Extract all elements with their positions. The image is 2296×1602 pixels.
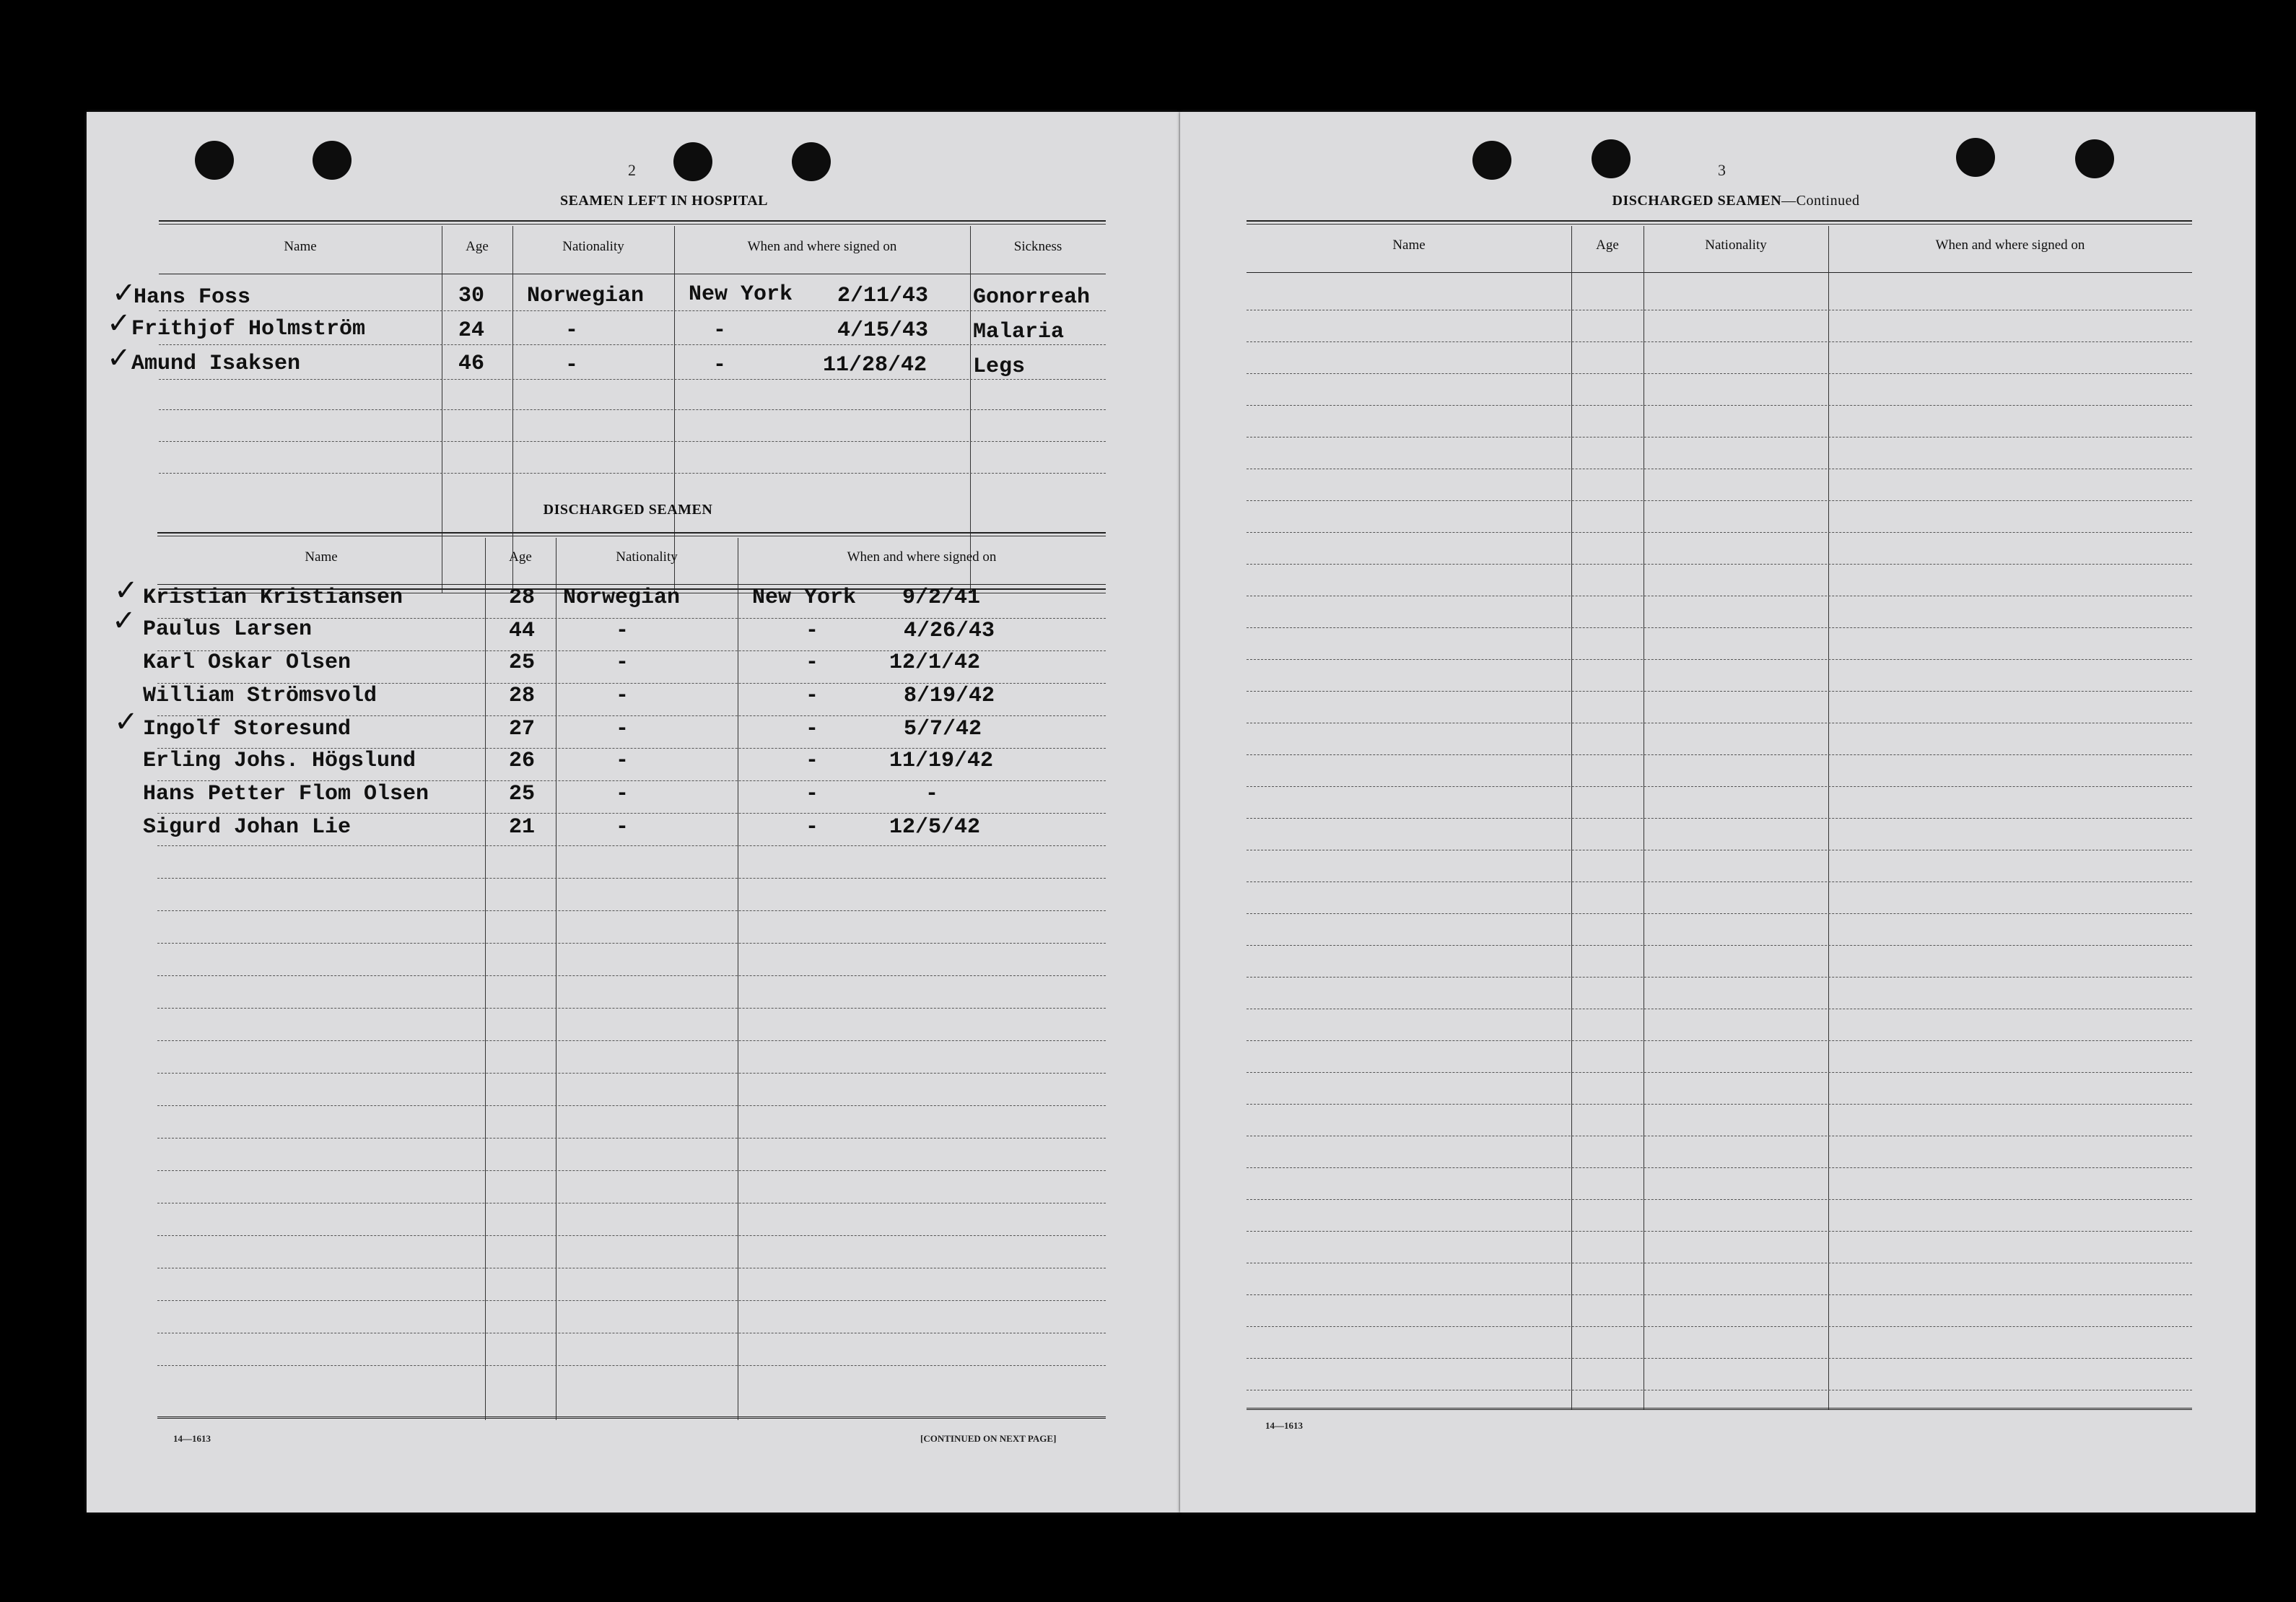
hospital-section-title: SEAMEN LEFT IN HOSPITAL [559,193,769,209]
punch-hole [1472,141,1511,180]
seaman-age: 26 [509,749,536,773]
seaman-nationality: - [565,318,579,343]
signed-on-date: 12/5/42 [889,815,981,840]
signed-on-date: 4/26/43 [904,619,995,643]
punch-hole [2075,139,2114,178]
col-head-name: Name [1392,238,1426,253]
seaman-age: 30 [458,284,485,308]
signed-on-place: New York [752,585,857,610]
check-mark-icon: ✓ [107,307,131,340]
signed-on-place: - [806,749,819,773]
col-head-signed-on: When and where signed on [747,239,897,254]
sickness: Legs [973,354,1026,379]
signed-on-date: 5/7/42 [904,717,982,741]
continued-note: [CONTINUED ON NEXT PAGE] [920,1433,1057,1444]
seaman-name: Kristian Kristiansen [143,585,403,610]
title-continued: —Continued [1781,193,1860,209]
signed-on-place: New York [689,282,793,307]
col-head-signed-on: When and where signed on [847,549,997,565]
signed-on-date: - [925,782,939,806]
col-head-nationality: Nationality [616,549,678,565]
title-main: DISCHARGED SEAMEN [1612,193,1782,209]
signed-on-place: - [806,815,819,840]
seaman-age: 25 [509,650,536,675]
discharged-continued-table [1247,220,2192,1521]
check-mark-icon: ✓ [114,574,139,607]
col-head-age: Age [1596,238,1619,253]
signed-on-place: - [713,353,727,378]
punch-hole [1956,138,1995,177]
seaman-nationality: - [616,717,629,741]
punch-hole [313,141,352,180]
col-head-sickness: Sickness [1013,239,1062,254]
signed-on-date: 4/15/43 [837,318,929,343]
signed-on-date: 11/28/42 [823,353,927,378]
col-head-name: Name [284,239,317,254]
seaman-age: 28 [509,684,536,708]
sickness: Malaria [973,320,1065,344]
signed-on-place: - [806,619,819,643]
col-head-nationality: Nationality [1705,238,1767,253]
punch-hole [195,141,234,180]
seaman-age: 24 [458,318,485,343]
form-number: 14—1613 [1265,1420,1303,1431]
signed-on-date: 11/19/42 [889,749,994,773]
col-head-signed-on: When and where signed on [1935,238,2085,253]
seaman-name: William Strömsvold [143,684,377,708]
seaman-name: Ingolf Storesund [143,717,352,741]
seaman-nationality: - [616,749,629,773]
col-head-age: Age [509,549,532,565]
seaman-age: 21 [509,815,536,840]
signed-on-place: - [806,717,819,741]
seaman-nationality: - [616,619,629,643]
signed-on-place: - [806,684,819,708]
seaman-name: Paulus Larsen [143,617,313,642]
col-head-age: Age [466,239,489,254]
page-number: 2 [628,161,636,179]
check-mark-icon: ✓ [112,277,136,310]
seaman-name: Amund Isaksen [131,352,301,376]
seaman-nationality: Norwegian [563,585,681,610]
signed-on-date: 8/19/42 [904,684,995,708]
discharged-continued-title [1555,193,1916,209]
discharged-section-title: DISCHARGED SEAMEN [543,502,713,518]
signed-on-place: - [713,318,727,343]
check-mark-icon: ✓ [112,604,136,637]
left-page [87,112,1180,1512]
page-number: 3 [1718,161,1726,179]
sickness: Gonorreah [973,285,1091,310]
seaman-name: Erling Johs. Högslund [143,749,416,773]
seaman-nationality: - [616,782,629,806]
seaman-name: Frithjof Holmström [131,317,366,341]
col-head-name: Name [305,549,338,565]
seaman-age: 44 [509,619,536,643]
right-page [1180,112,2256,1512]
seaman-nationality: - [616,650,629,675]
seaman-name: Karl Oskar Olsen [143,650,352,675]
signed-on-date: 2/11/43 [837,284,929,308]
check-mark-icon: ✓ [107,341,131,375]
col-head-nationality: Nationality [562,239,624,254]
signed-on-date: 12/1/42 [889,650,981,675]
seaman-nationality: Norwegian [527,284,645,308]
signed-on-date: 9/2/41 [902,585,981,610]
signed-on-place: - [806,650,819,675]
punch-hole [792,142,831,181]
seaman-nationality: - [565,353,579,378]
seaman-name: Hans Petter Flom Olsen [143,782,429,806]
seaman-age: 27 [509,717,536,741]
signed-on-place: - [806,782,819,806]
form-number: 14—1613 [173,1433,211,1444]
punch-hole [673,142,712,181]
seaman-nationality: - [616,684,629,708]
seaman-age: 46 [458,352,485,376]
seaman-name: Hans Foss [134,285,251,310]
seaman-age: 28 [509,585,536,610]
seaman-age: 25 [509,782,536,806]
seaman-name: Sigurd Johan Lie [143,815,352,840]
punch-hole [1592,139,1631,178]
check-mark-icon: ✓ [114,705,139,739]
seaman-nationality: - [616,815,629,840]
